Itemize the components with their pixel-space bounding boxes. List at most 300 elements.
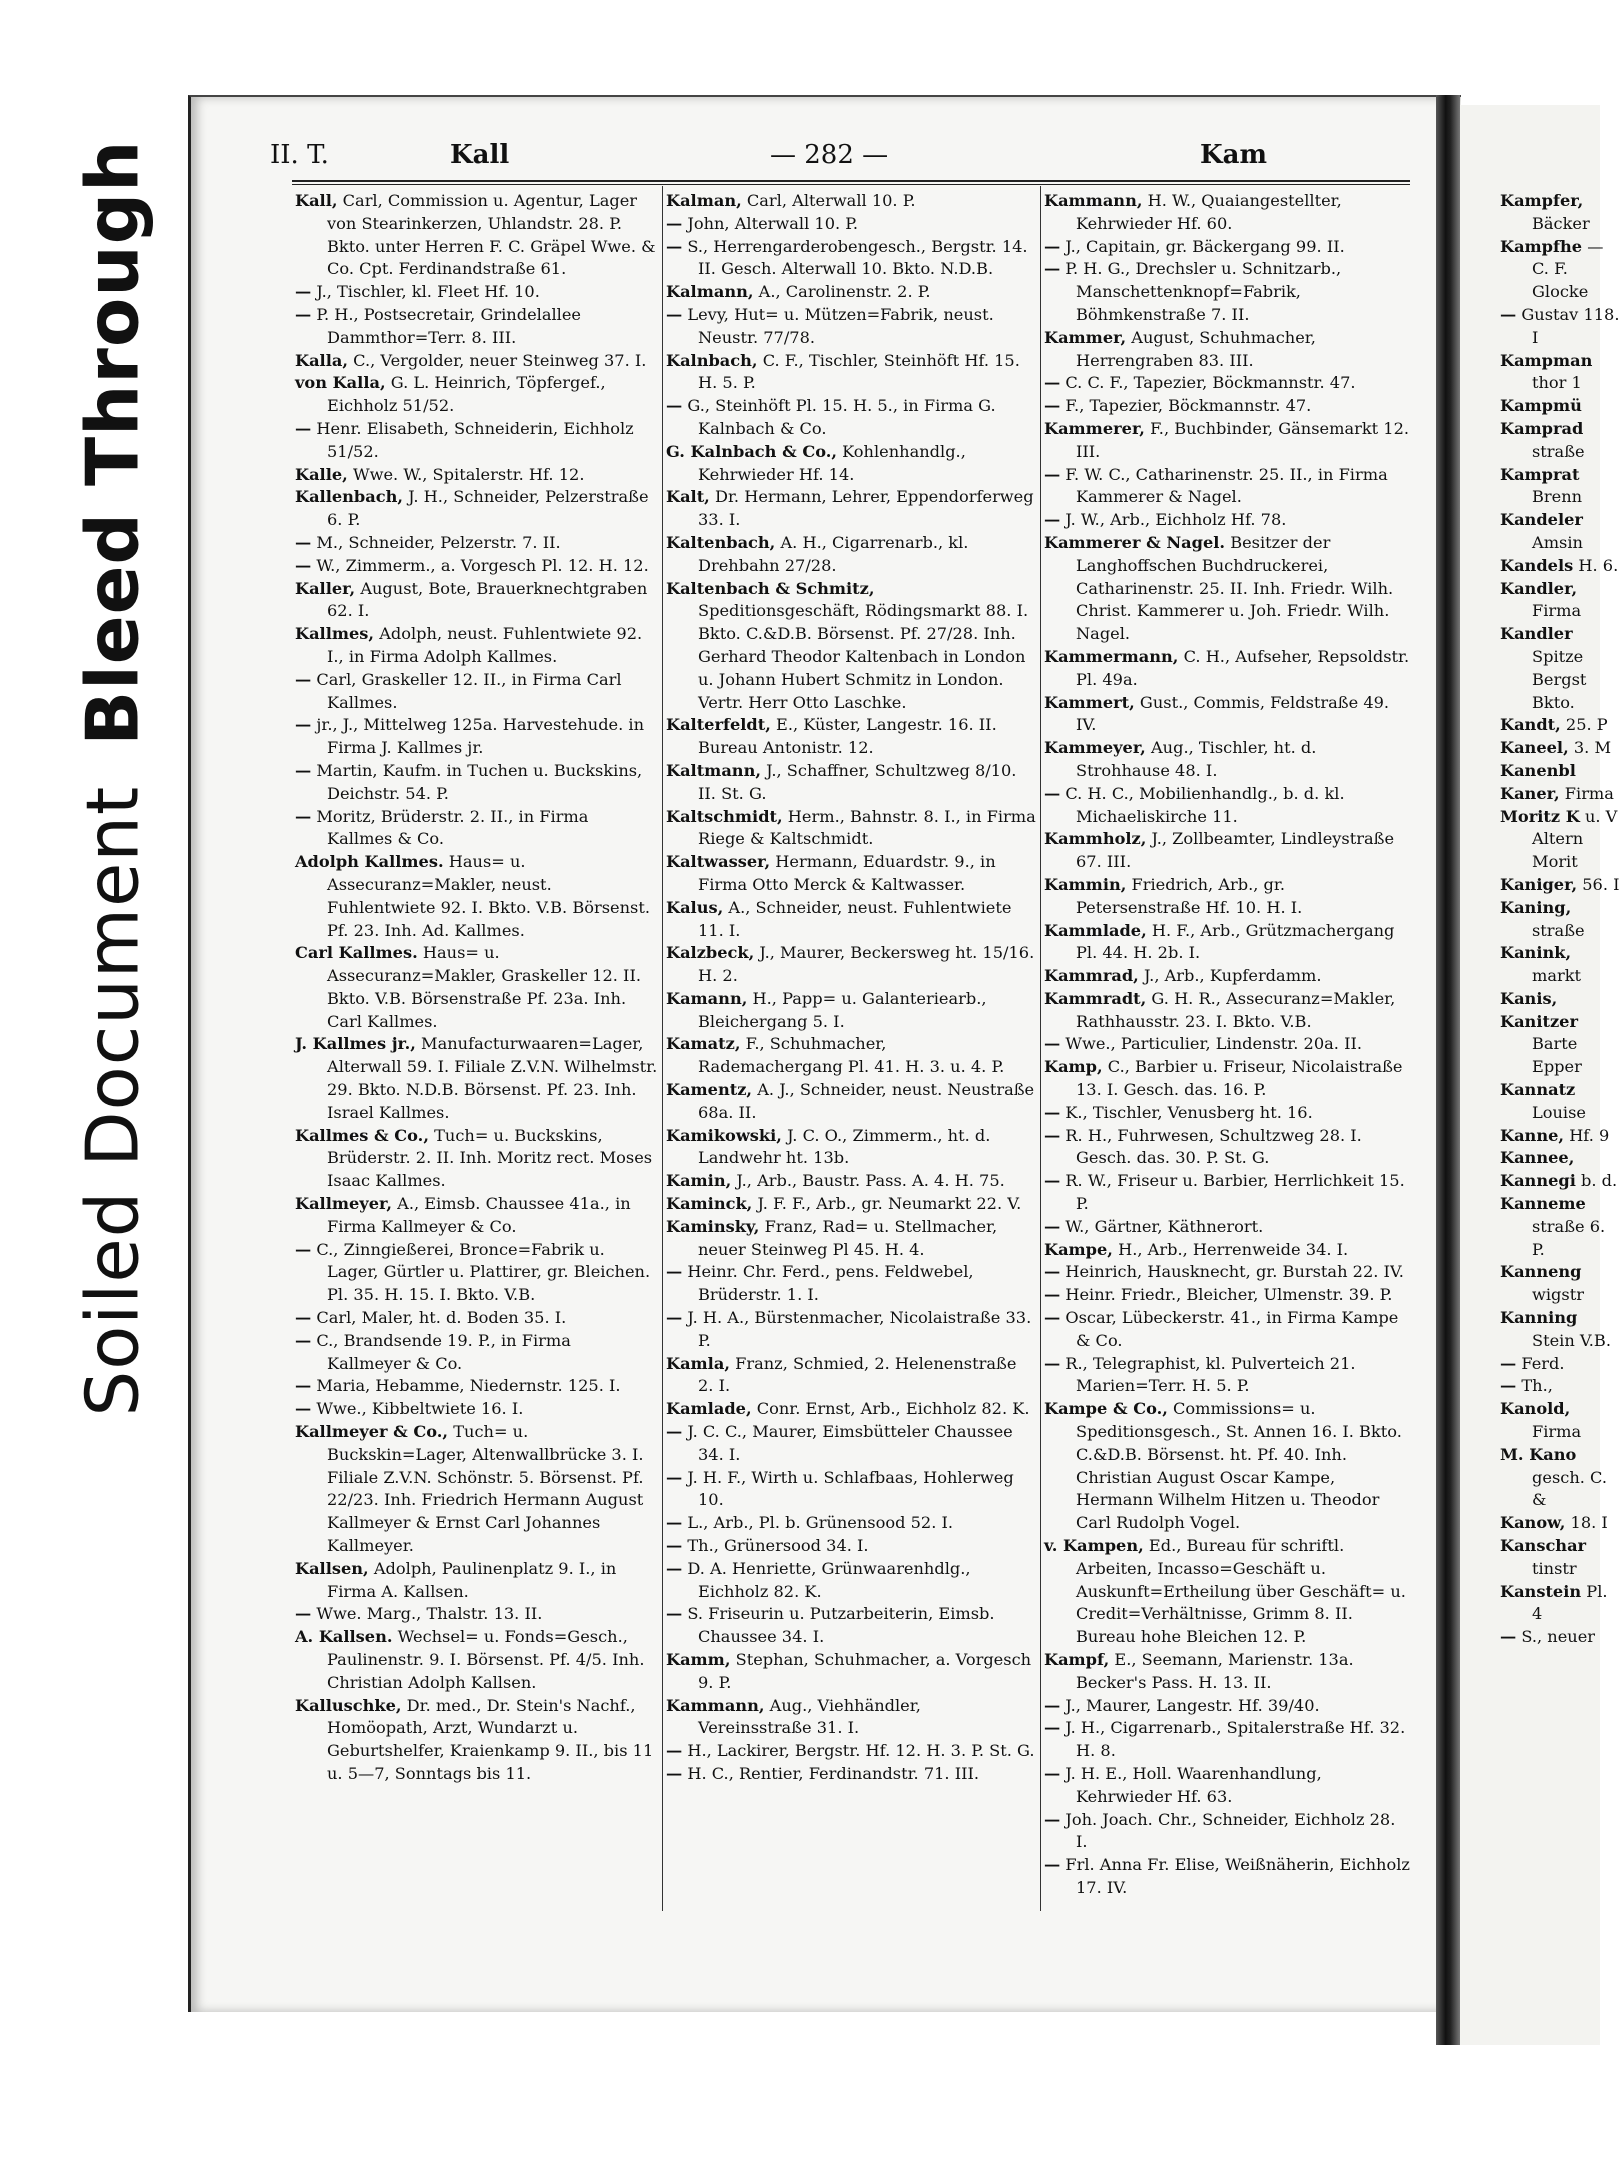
- entry-details: Dr. med., Dr. Stein's Nachf., Homöopath, Arzt, Wundarzt u. Geburtshelfer, Kraienkamp 9. II., bis 11 u. 5—7, Sonntags bis 11.: [327, 1695, 654, 1783]
- entry-name: Kalzbeck,: [666, 943, 755, 963]
- entry-name: —: [666, 1741, 683, 1761]
- directory-entry: [1044, 372, 1412, 395]
- directory-entry: [1044, 1307, 1412, 1353]
- entry-name: Kampman: [1500, 350, 1593, 370]
- entry-details: Amsin: [1532, 532, 1583, 552]
- directory-entry: [1044, 1695, 1412, 1718]
- entry-name: —: [666, 1558, 683, 1578]
- entry-name: —: [295, 1308, 312, 1328]
- entry-name: Adolph Kallmes.: [295, 852, 444, 872]
- section-label: II. T.: [270, 140, 329, 170]
- entry-details: A. H., Cigarrenarb., kl. Drehbahn 27/28.: [698, 532, 969, 575]
- directory-entry: [295, 1398, 658, 1421]
- directory-entry: [1044, 1649, 1412, 1695]
- entry-name: Kaniger,: [1500, 874, 1578, 894]
- entry-details: C. H. C., Mobilienhandlg., b. d. kl. Michaeliskirche 11.: [1065, 783, 1345, 826]
- entry-details: Brenn: [1532, 487, 1583, 507]
- entry-details: H. C., Rentier, Ferdinandstr. 71. III.: [687, 1763, 980, 1783]
- directory-entry: [1500, 1147, 1620, 1170]
- directory-entry: [1044, 418, 1412, 464]
- directory-entry: [1500, 350, 1620, 396]
- directory-entry: [1500, 1353, 1620, 1376]
- entry-name: Kandt,: [1500, 715, 1561, 735]
- entry-details: August, Bote, Brauerknechtgraben 62. I.: [327, 578, 648, 621]
- directory-entry: [666, 578, 1036, 715]
- entry-name: Kammert,: [1044, 692, 1135, 712]
- entry-details: Wechsel= u. Fonds=Gesch., Paulinenstr. 9. I. Börsenst. Pf. 4/5. Inh. Christian Adolph Kallsen.: [327, 1627, 645, 1692]
- directory-entry: [1500, 1261, 1620, 1307]
- entry-name: —: [1044, 373, 1061, 393]
- directory-entry: [1044, 1033, 1412, 1056]
- entry-details: H., Arb., Herrenweide 34. I.: [1118, 1239, 1349, 1259]
- entry-name: —: [1500, 1627, 1517, 1647]
- entry-name: —: [295, 304, 312, 324]
- directory-entry: [1500, 578, 1620, 624]
- entry-name: Kampfer,: [1500, 191, 1584, 210]
- directory-entry: [1500, 1193, 1620, 1261]
- directory-entry: [1044, 327, 1412, 373]
- entry-details: R. H., Fuhrwesen, Schultzweg 28. I. Gesch. das. 30. P. St. G.: [1065, 1125, 1362, 1168]
- entry-details: J. H. F., Wirth u. Schlafbaas, Hohlerweg 10.: [687, 1467, 1014, 1510]
- entry-details: Hf. 9: [1569, 1125, 1610, 1145]
- entry-details: Tuch= u. Buckskins, Brüderstr. 2. II. Inh. Moritz rect. Moses Isaac Kallmes.: [327, 1125, 653, 1191]
- entry-name: Kalus,: [666, 897, 724, 917]
- entry-name: M. Kano: [1500, 1444, 1577, 1464]
- entry-details: W., Zimmerm., a. Vorgesch Pl. 12. H. 12.: [316, 555, 649, 575]
- entry-name: —: [1044, 1763, 1061, 1783]
- entry-name: Kandler: [1500, 624, 1573, 644]
- entry-details: J. H., Schneider, Pelzerstraße 6. P.: [327, 487, 649, 530]
- directory-entry: [1044, 920, 1412, 966]
- directory-entry: [1500, 1444, 1620, 1512]
- directory-entry: [1500, 418, 1620, 464]
- directory-entry: [1044, 1717, 1412, 1763]
- entry-details: Tuch= u. Buckskin=Lager, Altenwallbrücke 3. I. Filiale Z.V.N. Schönstr. 5. Börsenst. Pf. 22/23. Inh. Friedrich Hermann August Kallmeyer & Ernst Carl Johannes Kallmeyer.: [327, 1422, 644, 1556]
- entry-name: —: [1044, 464, 1061, 484]
- directory-entry: [1044, 1809, 1412, 1855]
- stamp-text: [71, 139, 155, 1416]
- entry-details: Heinrich, Hausknecht, gr. Burstah 22. IV.: [1065, 1262, 1404, 1282]
- entry-name: Kammeyer,: [1044, 738, 1146, 758]
- entry-name: Kampmü: [1500, 396, 1582, 416]
- directory-entry: [666, 350, 1036, 396]
- entry-name: Kaminck,: [666, 1194, 753, 1214]
- entry-details: J., Maurer, Langestr. Hf. 39/40.: [1065, 1695, 1320, 1715]
- entry-details: M., Schneider, Pelzerstr. 7. II.: [316, 532, 561, 552]
- entry-name: —: [1500, 1376, 1517, 1396]
- entry-details: K., Tischler, Venusberg ht. 16.: [1065, 1102, 1313, 1122]
- entry-name: Kalt,: [666, 487, 710, 507]
- directory-entry: [1044, 828, 1412, 874]
- entry-name: —: [666, 1467, 683, 1487]
- entry-name: Kampe & Co.,: [1044, 1399, 1168, 1419]
- entry-details: 3. M: [1573, 738, 1612, 758]
- directory-entry: [1044, 190, 1412, 236]
- entry-name: —: [295, 555, 312, 575]
- entry-details: tinstr: [1532, 1558, 1577, 1578]
- page-number: — 282 —: [770, 140, 889, 170]
- entry-name: —: [1044, 1102, 1061, 1122]
- entry-name: —: [1044, 1125, 1061, 1145]
- entry-name: Kanstein: [1500, 1581, 1582, 1601]
- directory-entry: [295, 1193, 658, 1239]
- directory-entry: [666, 190, 1036, 213]
- entry-details: C., Zinngießerei, Bronce=Fabrik u. Lager, Gürtler u. Plattirer, gr. Bleichen. Pl. 35. H. 15. I. Bkto. V.B.: [316, 1239, 651, 1305]
- entry-name: Kamlade,: [666, 1399, 752, 1419]
- directory-entry: [295, 760, 658, 806]
- entry-details: J., Arb., Kupferdamm.: [1143, 966, 1322, 986]
- directory-entry: [666, 1353, 1036, 1399]
- entry-details: A., Eimsb. Chaussee 41a., in Firma Kallmeyer & Co.: [327, 1194, 631, 1236]
- directory-entry: [295, 1239, 658, 1307]
- directory-entry: [1500, 1011, 1620, 1079]
- entry-name: —: [1044, 396, 1061, 416]
- entry-details: Commissions= u. Speditionsgesch., St. Annen 16. I. Bkto. C.&D.B. Börsenst. ht. Pf. 40. Inh. Christian August Oscar Kampe, Hermann Wilhelm Hitzen u. Theodor Carl Rudolph Vogel.: [1076, 1399, 1402, 1533]
- entry-details: L., Arb., Pl. b. Grünensood 52. I.: [687, 1513, 954, 1533]
- entry-name: —: [295, 1399, 312, 1419]
- directory-entry: [295, 669, 658, 715]
- directory-entry: [1044, 783, 1412, 829]
- directory-entry: [1500, 988, 1620, 1011]
- entry-name: Kamatz,: [666, 1034, 741, 1054]
- entry-name: Kanis,: [1500, 988, 1558, 1008]
- directory-entry: [295, 486, 658, 532]
- entry-details: A., Carolinenstr. 2. P.: [758, 282, 931, 302]
- entry-details: S., neuer: [1521, 1627, 1596, 1647]
- directory-entry: [1044, 965, 1412, 988]
- entry-name: Kallmes & Co.,: [295, 1125, 429, 1145]
- entry-name: —: [295, 418, 312, 438]
- entry-name: —: [295, 715, 312, 735]
- column-divider: [662, 186, 663, 1911]
- entry-name: Kaltenbach,: [666, 532, 776, 552]
- entry-details: F., Buchbinder, Gänsemarkt 12. III.: [1076, 418, 1410, 461]
- entry-details: b. d.: [1581, 1171, 1618, 1191]
- directory-entry: [1500, 1125, 1620, 1148]
- entry-name: Kamm,: [666, 1650, 731, 1669]
- entry-name: Kamla,: [666, 1353, 730, 1373]
- entry-details: Wwe. W., Spitalerstr. Hf. 12.: [352, 464, 585, 484]
- entry-details: J. H. E., Holl. Waarenhandlung, Kehrwieder Hf. 63.: [1065, 1763, 1322, 1806]
- entry-name: —: [1044, 1285, 1061, 1305]
- entry-name: —: [1044, 236, 1061, 256]
- directory-entry: [1044, 1056, 1412, 1102]
- entry-details: Bäcker: [1532, 213, 1590, 233]
- entry-details: H. W., Quaiangestellter, Kehrwieder Hf. 60.: [1076, 191, 1342, 233]
- entry-name: —: [1044, 1171, 1061, 1191]
- entry-name: Kandeler: [1500, 510, 1583, 530]
- entry-details: J. C. O., Zimmerm., ht. d. Landwehr ht. 13b.: [698, 1125, 991, 1168]
- directory-entry: [666, 532, 1036, 578]
- directory-entry: [1044, 1261, 1412, 1284]
- directory-entry: [295, 851, 658, 942]
- directory-entry: [666, 1695, 1036, 1741]
- entry-name: Kalla,: [295, 350, 348, 370]
- entry-name: —: [295, 1376, 312, 1396]
- entry-name: Kanschar: [1500, 1536, 1587, 1556]
- entry-name: Kaller,: [295, 578, 356, 598]
- directory-entry: [666, 1216, 1036, 1262]
- directory-entry: [666, 1079, 1036, 1125]
- entry-name: Kammradt,: [1044, 988, 1147, 1008]
- entry-name: Kammer,: [1044, 327, 1127, 347]
- entry-name: Kalman,: [666, 191, 742, 210]
- entry-name: Kannegi: [1500, 1171, 1576, 1191]
- entry-details: straße: [1532, 441, 1585, 461]
- directory-entry: [295, 1307, 658, 1330]
- directory-entry: [1500, 1535, 1620, 1581]
- directory-entry: [295, 623, 658, 669]
- entry-details: Dr. Hermann, Lehrer, Eppendorferweg 33. I.: [698, 487, 1034, 530]
- entry-details: J., Maurer, Beckersweg ht. 15/16. H. 2.: [698, 943, 1035, 986]
- entry-name: Carl Kallmes.: [295, 943, 418, 963]
- entry-details: Stein V.B.: [1532, 1330, 1611, 1350]
- directory-entry: [666, 1763, 1036, 1786]
- entry-name: Kammerer & Nagel.: [1044, 532, 1226, 552]
- entry-details: Firma: [1564, 783, 1614, 803]
- directory-entry: [295, 372, 658, 418]
- entry-details: 56. I: [1582, 874, 1620, 894]
- entry-details: Barte Epper: [1532, 1034, 1582, 1077]
- entry-name: Kamentz,: [666, 1080, 753, 1100]
- entry-name: G. Kalnbach & Co.,: [666, 441, 837, 461]
- directory-entry: [1500, 806, 1620, 874]
- entry-name: Kaminsky,: [666, 1216, 760, 1236]
- directory-entry: [1500, 1581, 1620, 1627]
- column-2: [666, 190, 1036, 1945]
- entry-details: wigstr: [1532, 1285, 1584, 1305]
- directory-entry: [1044, 737, 1412, 783]
- directory-entry: [295, 1695, 658, 1786]
- directory-entry: [1500, 190, 1620, 236]
- entry-details: C. F., Tischler, Steinhöft Hf. 15. H. 5. P.: [698, 350, 1020, 393]
- directory-entry: [1044, 509, 1412, 532]
- entry-details: Gust., Commis, Feldstraße 49. IV.: [1076, 692, 1390, 735]
- directory-entry: [295, 578, 658, 624]
- entry-details: J. H., Cigarrenarb., Spitalerstraße Hf. 32. H. 8.: [1065, 1718, 1406, 1761]
- directory-entry: [1044, 1535, 1412, 1649]
- entry-name: Kall,: [295, 191, 338, 210]
- entry-name: Kammholz,: [1044, 829, 1147, 849]
- entry-details: C., Brandsende 19. P., in Firma Kallmeyer & Co.: [316, 1330, 571, 1373]
- entry-details: straße 6. P.: [1532, 1216, 1606, 1259]
- directory-entry: [666, 942, 1036, 988]
- directory-entry: [1044, 236, 1412, 259]
- entry-name: Kampe,: [1044, 1239, 1113, 1259]
- directory-entry: [1500, 1512, 1620, 1535]
- directory-entry: [1500, 464, 1620, 510]
- entry-details: gesch. C. &: [1532, 1467, 1607, 1510]
- entry-name: Kannatz: [1500, 1080, 1576, 1100]
- directory-entry: [666, 486, 1036, 532]
- directory-entry: [1500, 1375, 1620, 1398]
- entry-details: J., Schaffner, Schultzweg 8/10. II. St. G.: [698, 760, 1017, 803]
- entry-details: S. Friseurin u. Putzarbeiterin, Eimsb. Chaussee 34. I.: [687, 1604, 995, 1647]
- entry-details: Carl, Graskeller 12. II., in Firma Carl Kallmes.: [316, 669, 622, 712]
- entry-details: Carl, Commission u. Agentur, Lager von Stearinkerzen, Uhlandstr. 28. P. Bkto. unter Herren F. C. Gräpel Wwe. & Co. Cpt. Ferdinandstraße 61.: [327, 191, 656, 279]
- entry-name: A. Kallsen.: [295, 1627, 393, 1647]
- entry-name: Kammin,: [1044, 874, 1127, 894]
- entry-details: 18. I: [1570, 1513, 1608, 1533]
- entry-details: D. A. Henriette, Grünwaarenhdlg., Eichholz 82. K.: [687, 1558, 971, 1601]
- directory-entry: [295, 555, 658, 578]
- directory-entry: [1500, 555, 1620, 578]
- entry-name: Kamann,: [666, 988, 748, 1008]
- entry-name: —: [666, 396, 683, 416]
- entry-name: —: [666, 304, 683, 324]
- entry-name: von Kalla,: [295, 373, 386, 393]
- entry-details: Moritz, Brüderstr. 2. II., in Firma Kallmes & Co.: [316, 806, 589, 849]
- directory-entry: [1500, 1626, 1620, 1649]
- entry-name: Kamikowski,: [666, 1125, 782, 1145]
- directory-entry: [1500, 509, 1620, 555]
- entry-details: J., Arb., Baustr. Pass. A. 4. H. 75.: [736, 1171, 1005, 1191]
- directory-entry: [295, 464, 658, 487]
- left-guide-word: Kall: [450, 140, 510, 170]
- entry-name: Kalterfeldt,: [666, 715, 771, 735]
- directory-entry: [1044, 692, 1412, 738]
- directory-entry: [1044, 395, 1412, 418]
- directory-entry: [1500, 897, 1620, 943]
- entry-details: Aug., Viehhändler, Vereinsstraße 31. I.: [698, 1695, 921, 1738]
- entry-details: Gustav 118. I: [1521, 304, 1620, 347]
- entry-name: Kamin,: [666, 1171, 732, 1191]
- directory-entry: [295, 281, 658, 304]
- entry-details: C. H., Aufseher, Repsoldstr. Pl. 49a.: [1076, 646, 1410, 689]
- entry-details: Aug., Tischler, ht. d. Strohhause 48. I.: [1076, 738, 1317, 780]
- entry-details: H., Lackirer, Bergstr. Hf. 12. H. 3. P. St. G.: [687, 1741, 1035, 1761]
- directory-entry: [666, 1307, 1036, 1353]
- entry-name: Kanning: [1500, 1308, 1578, 1328]
- entry-name: —: [666, 213, 683, 233]
- entry-details: Haus= u. Assecuranz=Makler, Graskeller 12. II. Bkto. V.B. Börsenstraße Pf. 23a. Inh. Carl Kallmes.: [327, 943, 641, 1031]
- entry-name: —: [1044, 1695, 1061, 1715]
- entry-name: Kallmeyer,: [295, 1194, 392, 1214]
- column-1: [295, 190, 658, 1945]
- entry-details: J. C. C., Maurer, Eimsbütteler Chaussee 34. I.: [687, 1422, 1013, 1464]
- directory-entry: [1044, 258, 1412, 326]
- entry-details: Henr. Elisabeth, Schneiderin, Eichholz 51/52.: [316, 418, 634, 461]
- directory-entry: [295, 190, 658, 281]
- entry-name: Kaltwasser,: [666, 852, 771, 872]
- directory-entry: [666, 236, 1036, 282]
- entry-details: R. W., Friseur u. Barbier, Herrlichkeit 15. P.: [1065, 1171, 1405, 1214]
- entry-name: Kandels: [1500, 555, 1574, 575]
- book-gutter: [1436, 95, 1460, 2045]
- directory-entry: [295, 1033, 658, 1124]
- entry-details: Ed., Bureau für schriftl. Arbeiten, Incasso=Geschäft u. Auskunft=Ertheilung über Geschäft= u. Credit=Verhältnisse, Grimm 8. II. Bureau hohe Bleichen 12. P.: [1076, 1536, 1406, 1647]
- stamp-label: [30, 139, 195, 1416]
- entry-details: Ferd.: [1521, 1353, 1565, 1373]
- entry-name: Kalmann,: [666, 282, 754, 302]
- entry-details: Franz, Schmied, 2. Helenenstraße 2. I.: [698, 1353, 1017, 1396]
- entry-name: Kaltmann,: [666, 760, 761, 780]
- entry-name: Kanold,: [1500, 1399, 1571, 1419]
- column-divider: [1040, 186, 1041, 1911]
- entry-name: Kammerer,: [1044, 418, 1145, 438]
- entry-details: J. W., Arb., Eichholz Hf. 78.: [1065, 510, 1287, 530]
- entry-name: —: [295, 760, 312, 780]
- entry-name: —: [1044, 1718, 1061, 1738]
- entry-details: E., Seemann, Marienstr. 13a. Becker's Pass. H. 13. II.: [1076, 1650, 1354, 1692]
- entry-details: Carl, Maler, ht. d. Boden 35. I.: [316, 1308, 567, 1328]
- entry-details: W., Gärtner, Käthnerort.: [1065, 1216, 1264, 1236]
- entry-name: —: [666, 1422, 683, 1442]
- page-header: [270, 140, 1415, 180]
- entry-name: Kamp,: [1044, 1057, 1103, 1077]
- entry-name: Kaneel,: [1500, 738, 1569, 758]
- entry-name: Kaltenbach & Schmitz,: [666, 578, 875, 598]
- entry-name: Kanne,: [1500, 1125, 1565, 1145]
- entry-details: Louise: [1532, 1102, 1586, 1122]
- directory-entry: [666, 1512, 1036, 1535]
- directory-entry: [666, 281, 1036, 304]
- directory-entry: [666, 897, 1036, 943]
- entry-details: Speditionsgeschäft, Rödingsmarkt 88. I. Bkto. C.&D.B. Börsenst. Pf. 27/28. Inh. Gerhard Theodor Kaltenbach in London u. Johann Hubert Schmitz in London. Vertr. Herr Otto Laschke.: [698, 601, 1029, 712]
- entry-details: Franz, Rad= u. Stellmacher, neuer Steinweg Pl 45. H. 4.: [698, 1216, 998, 1259]
- entry-name: —: [1044, 1216, 1061, 1236]
- entry-name: Kampfhe: [1500, 236, 1583, 256]
- directory-entry: [666, 1170, 1036, 1193]
- entry-details: Heinr. Chr. Ferd., pens. Feldwebel, Brüderstr. 1. I.: [687, 1262, 974, 1305]
- entry-details: Wwe. Marg., Thalstr. 13. II.: [316, 1604, 543, 1624]
- directory-entry: [666, 1467, 1036, 1513]
- directory-entry: [1044, 1353, 1412, 1399]
- entry-name: —: [295, 1604, 312, 1624]
- entry-name: Kannee,: [1500, 1148, 1575, 1168]
- entry-details: Th.,: [1521, 1376, 1553, 1396]
- entry-name: Kampf,: [1044, 1650, 1110, 1669]
- entry-details: J., Capitain, gr. Bäckergang 99. II.: [1065, 236, 1345, 256]
- entry-details: Maria, Hebamme, Niedernstr. 125. I.: [316, 1376, 621, 1396]
- entry-details: J. H. A., Bürstenmacher, Nicolaistraße 33. P.: [687, 1308, 1032, 1350]
- entry-name: Kanink,: [1500, 943, 1572, 963]
- entry-details: G. L. Heinrich, Töpfergef., Eichholz 51/52.: [327, 373, 606, 416]
- entry-name: Kallsen,: [295, 1558, 369, 1578]
- directory-entry: [1500, 1079, 1620, 1125]
- entry-details: Joh. Joach. Chr., Schneider, Eichholz 28. I.: [1065, 1809, 1396, 1852]
- directory-entry: [295, 1330, 658, 1376]
- entry-name: Kammermann,: [1044, 646, 1179, 666]
- entry-name: —: [666, 236, 683, 256]
- entry-details: Haus= u. Assecuranz=Makler, neust. Fuhlentwiete 92. I. Bkto. V.B. Börsenst. Pf. 23. Inh. Ad. Kallmes.: [327, 852, 650, 940]
- entry-name: Kanneme: [1500, 1194, 1586, 1214]
- entry-name: Kaner,: [1500, 783, 1560, 803]
- entry-name: Kallmeyer & Co.,: [295, 1422, 449, 1442]
- entry-details: Heinr. Friedr., Bleicher, Ulmenstr. 39. P.: [1065, 1285, 1393, 1305]
- entry-name: Kanitzer: [1500, 1011, 1578, 1031]
- directory-entry: [1044, 1854, 1412, 1900]
- entry-name: Kammrad,: [1044, 966, 1139, 986]
- entry-details: Kohlenhandlg., Kehrwieder Hf. 14.: [698, 441, 966, 484]
- directory-entry: [295, 350, 658, 373]
- entry-name: —: [295, 806, 312, 826]
- entry-details: thor 1: [1532, 373, 1582, 393]
- entry-name: —: [1044, 510, 1061, 530]
- entry-name: Kammann,: [1044, 191, 1143, 210]
- directory-entry: [295, 1125, 658, 1193]
- entry-details: u. V Altern Morit: [1532, 806, 1618, 872]
- entry-details: Pl. 4: [1532, 1581, 1608, 1624]
- directory-entry: [666, 1398, 1036, 1421]
- entry-details: G., Steinhöft Pl. 15. H. 5., in Firma G. Kalnbach & Co.: [687, 396, 996, 438]
- entry-name: Kallmes,: [295, 624, 375, 644]
- entry-details: Firma: [1532, 1422, 1582, 1442]
- directory-entry: [666, 1603, 1036, 1649]
- entry-details: P. H. G., Drechsler u. Schnitzarb., Manschettenknopf=Fabrik, Böhmkenstraße 7. II.: [1065, 259, 1342, 324]
- directory-entry: [295, 1421, 658, 1558]
- entry-name: —: [1500, 304, 1517, 324]
